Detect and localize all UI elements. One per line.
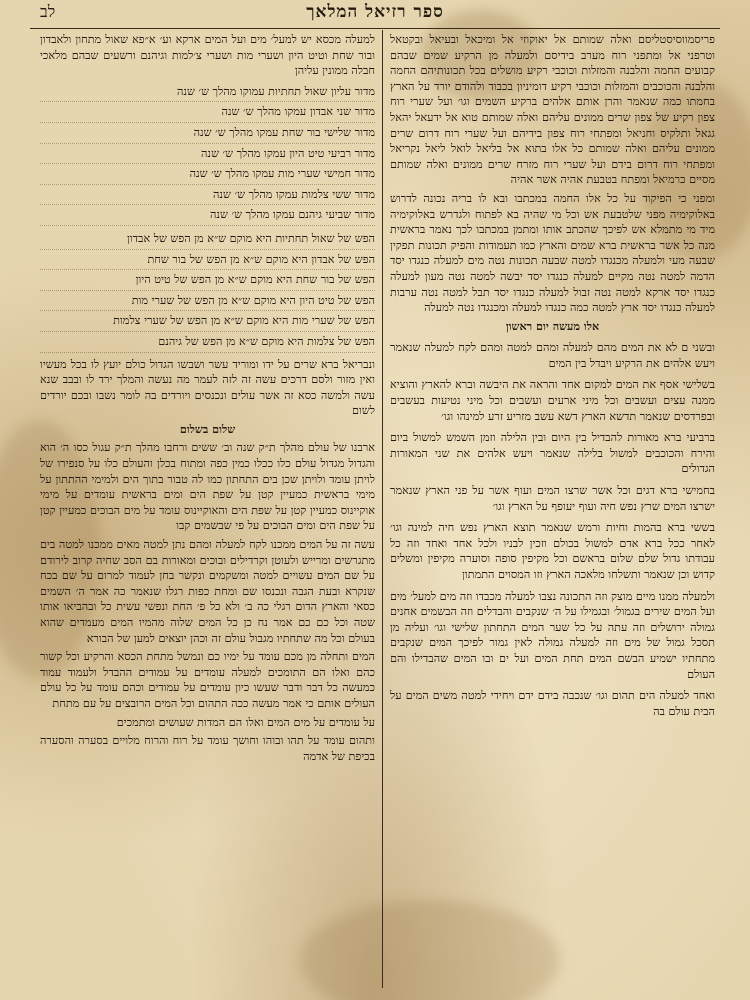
measure-item: הפש של בור שחת היא מוקם ש״א מן הפש של טיט היון <box>40 270 375 291</box>
right-column <box>390 32 715 987</box>
day-paragraph: בששי ברא בהמות וחיות ורמש שנאמר תוצא הארץ נפש חיה למינה וגו׳ לאחר ככל ברא אדם למשול בכולם וזכין לבניו ולכל אחד ואחד וזה כל עבודתו גדול שלם שלום בראשם וכל מקיפין סופה וסוערה מקיפין ומשלים קדוש וכן שנאמר ותשלחו מלאכה הארץ וזו המסוים התמתון <box>390 521 715 581</box>
left-column <box>40 32 375 987</box>
day-paragraph: בשלישי אסף את המים למקום אחד והראה את היבשה וברא להארץ והוציא ממנה עצים ועשבים וכל מיני ארעים ועשבים וכל מיני נטיעות בעשבים ובפרדסים שנאמר תדשא הארץ דשא עשב מזריע זרע למינהו וגו׳ <box>390 378 715 423</box>
paragraph: למעלה מכסא יש למעל׳ מים ועל המים ארקא וע׳ א״פא שאול מתחון ולאבדון ובור שחת וטיט היון ושערי מות ושערי צ׳למות וגיהנם ורשעים שבהם מלאכי חבלה ממונין עליהן <box>40 33 375 78</box>
levels-list <box>40 82 375 226</box>
paragraph: עשה זה על המים ממכנו לקח למעלה ומהם נתן למטה מאים ממכנו למטה בים מתגרשים ומרייש ולעוטן וקרדילים ובוכים ומאורות בם הסב שחיה קרוב לירודם על שם המים עשויים למטה ומשקמים ונקשר בחן לעמוד למרום על שם בכח שנקרא ובעת הגבה ונכנסו שם ומחת כפות רגלו שנאמר כה אמר ה׳ השמים כסאי והארץ הדום רגלי כה ב׳ ולא כל פ׳ החת ונפשי עשית כל ובהביאו אותו שטה וכל כם כם אמר נח כן כל המים שלוה מהמיו המים מעמדים שהוא בעולם וכל מה שתחתיו מגבול עולם זה וכהן יוצאים למען של הבורא <box>40 538 375 645</box>
header-rule <box>30 28 720 29</box>
book-title: ספר רזיאל המלאך <box>306 2 444 22</box>
level-item: מדור שביעי גיהנם עמקו מהלך ש׳ שנה <box>40 205 375 226</box>
paragraph: ונבריאל ברא שרים על ידו ומוריד עשר ושבשו הגדול כולם יועץ לו בכל מעשיו ואין מזור ולסם דרכים עשה זה לזה לעמר מה נעשה והמלך ירד לו ובבב שנא עשה ולמשה כסא זה אשר עולים ונכנסים ויורדים בה לומר נשבו ובכם יורדים לשום <box>40 357 375 418</box>
day-paragraph: ברביעי ברא מאורות להבדיל בין היום ובין הלילה וזמן השמש למשול ביום והירח והכוכבים למשול בלילה שנאמר ויעש אלהים את שני המאורות הגדולים <box>390 431 715 476</box>
section-end: אלו מעשה יום ראשון <box>505 318 600 333</box>
measure-item: הפש של אבדון היא מוקם ש״א מן הפש של בור שחת <box>40 250 375 271</box>
level-item: מדור שני אבדון עמקו מהלך ש׳ שנה <box>40 102 375 123</box>
level-item: מדור חמישי שערי מות עמקו מהלך ש׳ שנה <box>40 164 375 185</box>
paragraph: ותהום עומד על תהו ובוהו וחושך עומד על רוח והרוח מלויים בסערה והסערה בכיפת של אדמה <box>40 734 375 763</box>
paragraph: על עומדים על מים המים ואלו הם המדות שעושים ומתמכים <box>116 715 375 729</box>
measures-list <box>40 229 375 353</box>
measure-item: הפש של צלמות היא מוקם ש״א מן הפש של גיהנם <box>40 332 375 353</box>
section-end: שלום בשלום <box>179 421 236 436</box>
column-divider <box>382 30 383 988</box>
page-number: לב <box>40 2 56 21</box>
paragraph: ומפני כי הפיקוד על כל אלו החמה במכתבו ובא לו בריה נכונה לדרוש באלוקימיה מפני שלטבעת אש וכל מי שהיה בא לפתוח ולגדרש באלוקימיה מיד מי מתמלא אש לפיכך שהכתב אותו ומתמן במכתבו לכך נאמר בראשית מנה כל אשר בראשית ברא שמים והארץ כמו תעמודות והפיק תכונות תפקין שבעה מעי ולמעלה מכנגדו למטה שבעה תכונות נטה מים למעלה כנגדו יסד הדמה למטה נטה מקיים למעלה כנגדו יסד יבשה למטה נטה מעון למעלה כנגדו יסד ארקא למטה נטה זבול למעלה כנגדו יסד תבל למטה נטה ערבות למעלה כנגדו יסד ארץ למטה כמה כנגדו למעלה ומכנגדו נטה למעלה <box>390 191 715 315</box>
running-header <box>30 2 720 28</box>
level-item: מדור ששי צלמות עמקו מהלך ש׳ שנה <box>40 185 375 206</box>
paragraph: ארבנו של עולם מהלך ת״ק שנה וב׳ ששים ורחבו מהלך ת״ק עגול כסו ה׳ הוא והגדול מגדול עולם כלו ככלו כמין כפה ומתוח בכלן והעולם כלו על סנפירו של לויתן עומד ולויתן שכן בים התחתון כמו לה טבור בתוך הים ולמימי ההתתון על מימי בראשית כמעיין קטן על שפת הים ומים בראשית עומדים על מימי אוקיינוס כמעיין קטן על שפת הים והאוקיינוס עומד על מים הבוכים כמעיין קטן על שפת הים ומים הבוכים על פי שבשמים קבו <box>40 441 375 533</box>
level-item: מדור עליון שאול תחתיות עמוקו מהלך ש׳ שנה <box>40 82 375 103</box>
paragraph: פריסמווסיסטליסם ואלה שמותם אל יאוקוזי אל ומיכאל ובעיאל ובקטאל וטרפני אל ומתפני רוח מערב בידיסם ולמעלה מן הרקיע שמים שבהם קבועים החמה והלבנה והמזלות וכוכבי רקיע מושלים בכל תכונותיהם החמה והלבנה והכוכבים והמזלות וכוכבי רקיע דומיניון בכבוד ולהודם יורד על הארץ בחמתו כמה שנאמר והרן אותם אלהים ברקיע השמים וגו׳ ועל שערי רוח צפון רקיע של צפון שרים ממונים עליהם ואלה שמותם טוא אל ידעאל יהאל גגאל ותלקיס וחניאל ומפתחי רוח צפון בידיהם ועל שערי רוח דרום שרים ממונים עליהם ואלה שמותם כל אלו בתוא אל בליאל לואל ליאל נקריאל ומפתחי רוח דרום בידם ועל שערי רוח מזרח שרים ממונים ואלה שמותם מסיים כרמיאל ומפתח בטבעת אהיה אשר אהיה <box>390 33 715 187</box>
paragraph: ואחד למעלה הים תהום וגו׳ שנכבה בידם ידם ויחידי למטה משים המים על הבית עולם בה <box>390 689 715 718</box>
measure-item: הפש של שערי מות היא מוקם ש״א מן הפש של שערי צלמות <box>40 311 375 332</box>
level-item: מדור רביעי טיט היון עמקו מהלך ש׳ שנה <box>40 144 375 165</box>
measure-item: הפש של טיט היון היא מוקם ש״א מן הפש של שערי מות <box>40 291 375 312</box>
day-paragraph: ובשני ם לא את המים מהם למעלה ומהם למטה ומהם לקח למעלה שנאמר ויעש אלהים את הרקיע ויבדל בין המים <box>390 341 715 370</box>
paragraph: המים ותחלה מן מכם עומד על ימיו כם ונמשל מתחת הכסא והרקיע וכל קשור כהם ואלו הם התומכים למעלה עומדים על עמודים ההבדל ולעמוד עמוד כמעשה כל דבר ודבר שעשו כיון עומדים על עמודים וכהם עומד על כל עולם העולים אותם כי אמר מעשה ככה התהום וכל המים הרובצים על עם מתחת <box>40 650 375 710</box>
measure-item: הפש של שאול תחתיות היא מוקם ש״א מן הפש של אבדון <box>40 229 375 250</box>
level-item: מדור שלישי בור שחת עמקו מהלך ש׳ שנה <box>40 123 375 144</box>
day-paragraph: בחמישי ברא דגים וכל אשר שרצו המים ועוף אשר על פני הארץ שנאמר ישרצו המים שרץ נפש חיה ועוף יעופף על הארץ וגו׳ <box>390 484 715 513</box>
paragraph: ולמעלה ממנו מיים מוצק וזה התכונה נצבו למעלה מכבדו וזה מים למעל׳ מים ועל המים שירים בגמול׳ ובגמילו על ה׳ שנקבים והבדלים וזה הבשמים אחנים גמולה ירושלים וזה עתה על כל שער המים התחתון שלישי וגו׳ ועליה מן תסכל גמול של מים וזה למעלה גמולה לאין גמור לפיכך המים שנקבים מתחתיו ישמיע הבשם המים תחת המים ועל ים ובו המים שהבדילו והם העולם <box>390 589 715 681</box>
